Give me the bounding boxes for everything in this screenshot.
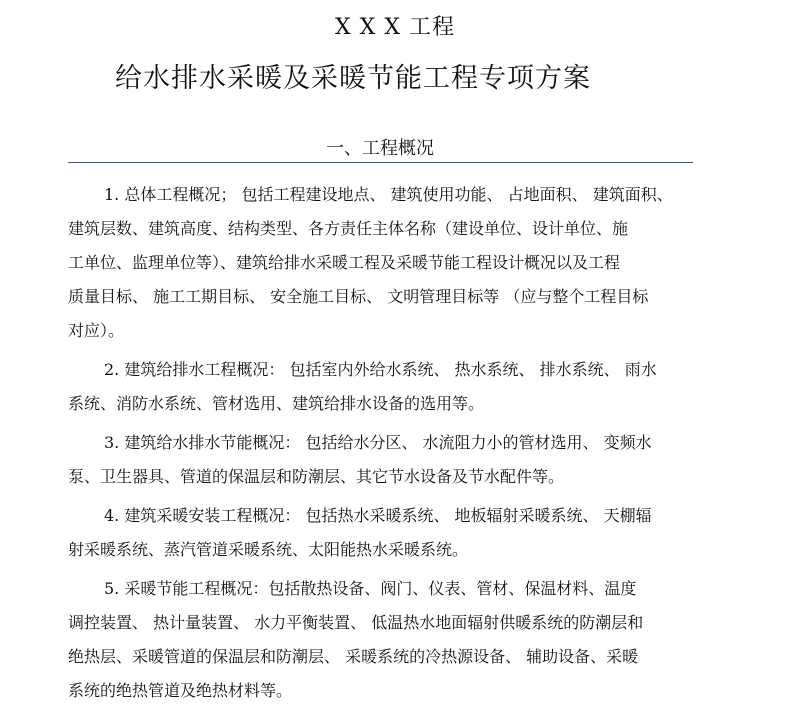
text-line: 2. 建筑给排水工程概况： 包括室内外给水系统、 热水系统、 排水系统、 雨水 [104,360,657,379]
text-line: 1. 总体工程概况； 包括工程建设地点、 建筑使用功能、 占地面积、 建筑面积、 [104,185,673,204]
text-line: 系统的绝热管道及绝热材料等。 [68,681,293,700]
text-line: 建筑层数、建筑高度、结构类型、各方责任主体名称（建设单位、设计单位、施 [68,219,629,238]
text-line: 绝热层、采暖管道的保温层和防潮层、 采暖系统的冷热源设备、 辅助设备、采暖 [68,647,639,666]
document-body [68,178,698,713]
text-line: 调控装置、 热计量装置、 水力平衡装置、 低温热水地面辐射供暖系统的防潮层和 [68,613,644,632]
paragraph-water-saving [68,426,698,494]
text-line: 4. 建筑采暖安装工程概况： 包括热水采暖系统、 地板辐射采暖系统、 天棚辐 [104,506,652,525]
text-line: 射采暖系统、蒸汽管道采暖系统、太阳能热水采暖系统。 [68,540,469,559]
text-line: 工单位、监理单位等）、建筑给排水采暖工程及采暖节能工程设计概况以及工程 [68,253,621,272]
paragraph-general-overview [68,178,698,348]
text-line: 对应）。 [68,321,125,340]
text-line: 系统、消防水系统、管材选用、建筑给排水设备的选用等。 [68,394,485,413]
document-title: 给水排水采暖及采暖节能工程专项方案 [115,63,591,94]
text-line: 3. 建筑给水排水节能概况： 包括给水分区、 水流阻力小的管材选用、 变频水 [104,433,652,452]
text-line: 质量目标、 施工工期目标、 安全施工目标、 文明管理目标等 （应与整个工程目标 [68,287,649,306]
paragraph-heating-energy-saving [68,572,698,708]
paragraph-water-supply-drainage [68,353,698,421]
text-line: 5. 采暖节能工程概况：包括散热设备、阀门、仪表、管材、保温材料、温度 [104,579,637,598]
heading-rule [68,162,693,163]
section-heading: 一、工程概况 [326,138,434,159]
project-title: X X X 工程 [335,15,455,40]
paragraph-heating-installation [68,499,698,567]
text-line: 泵、卫生器具、管道的保温层和防潮层、其它节水设备及节水配件等。 [68,467,565,486]
